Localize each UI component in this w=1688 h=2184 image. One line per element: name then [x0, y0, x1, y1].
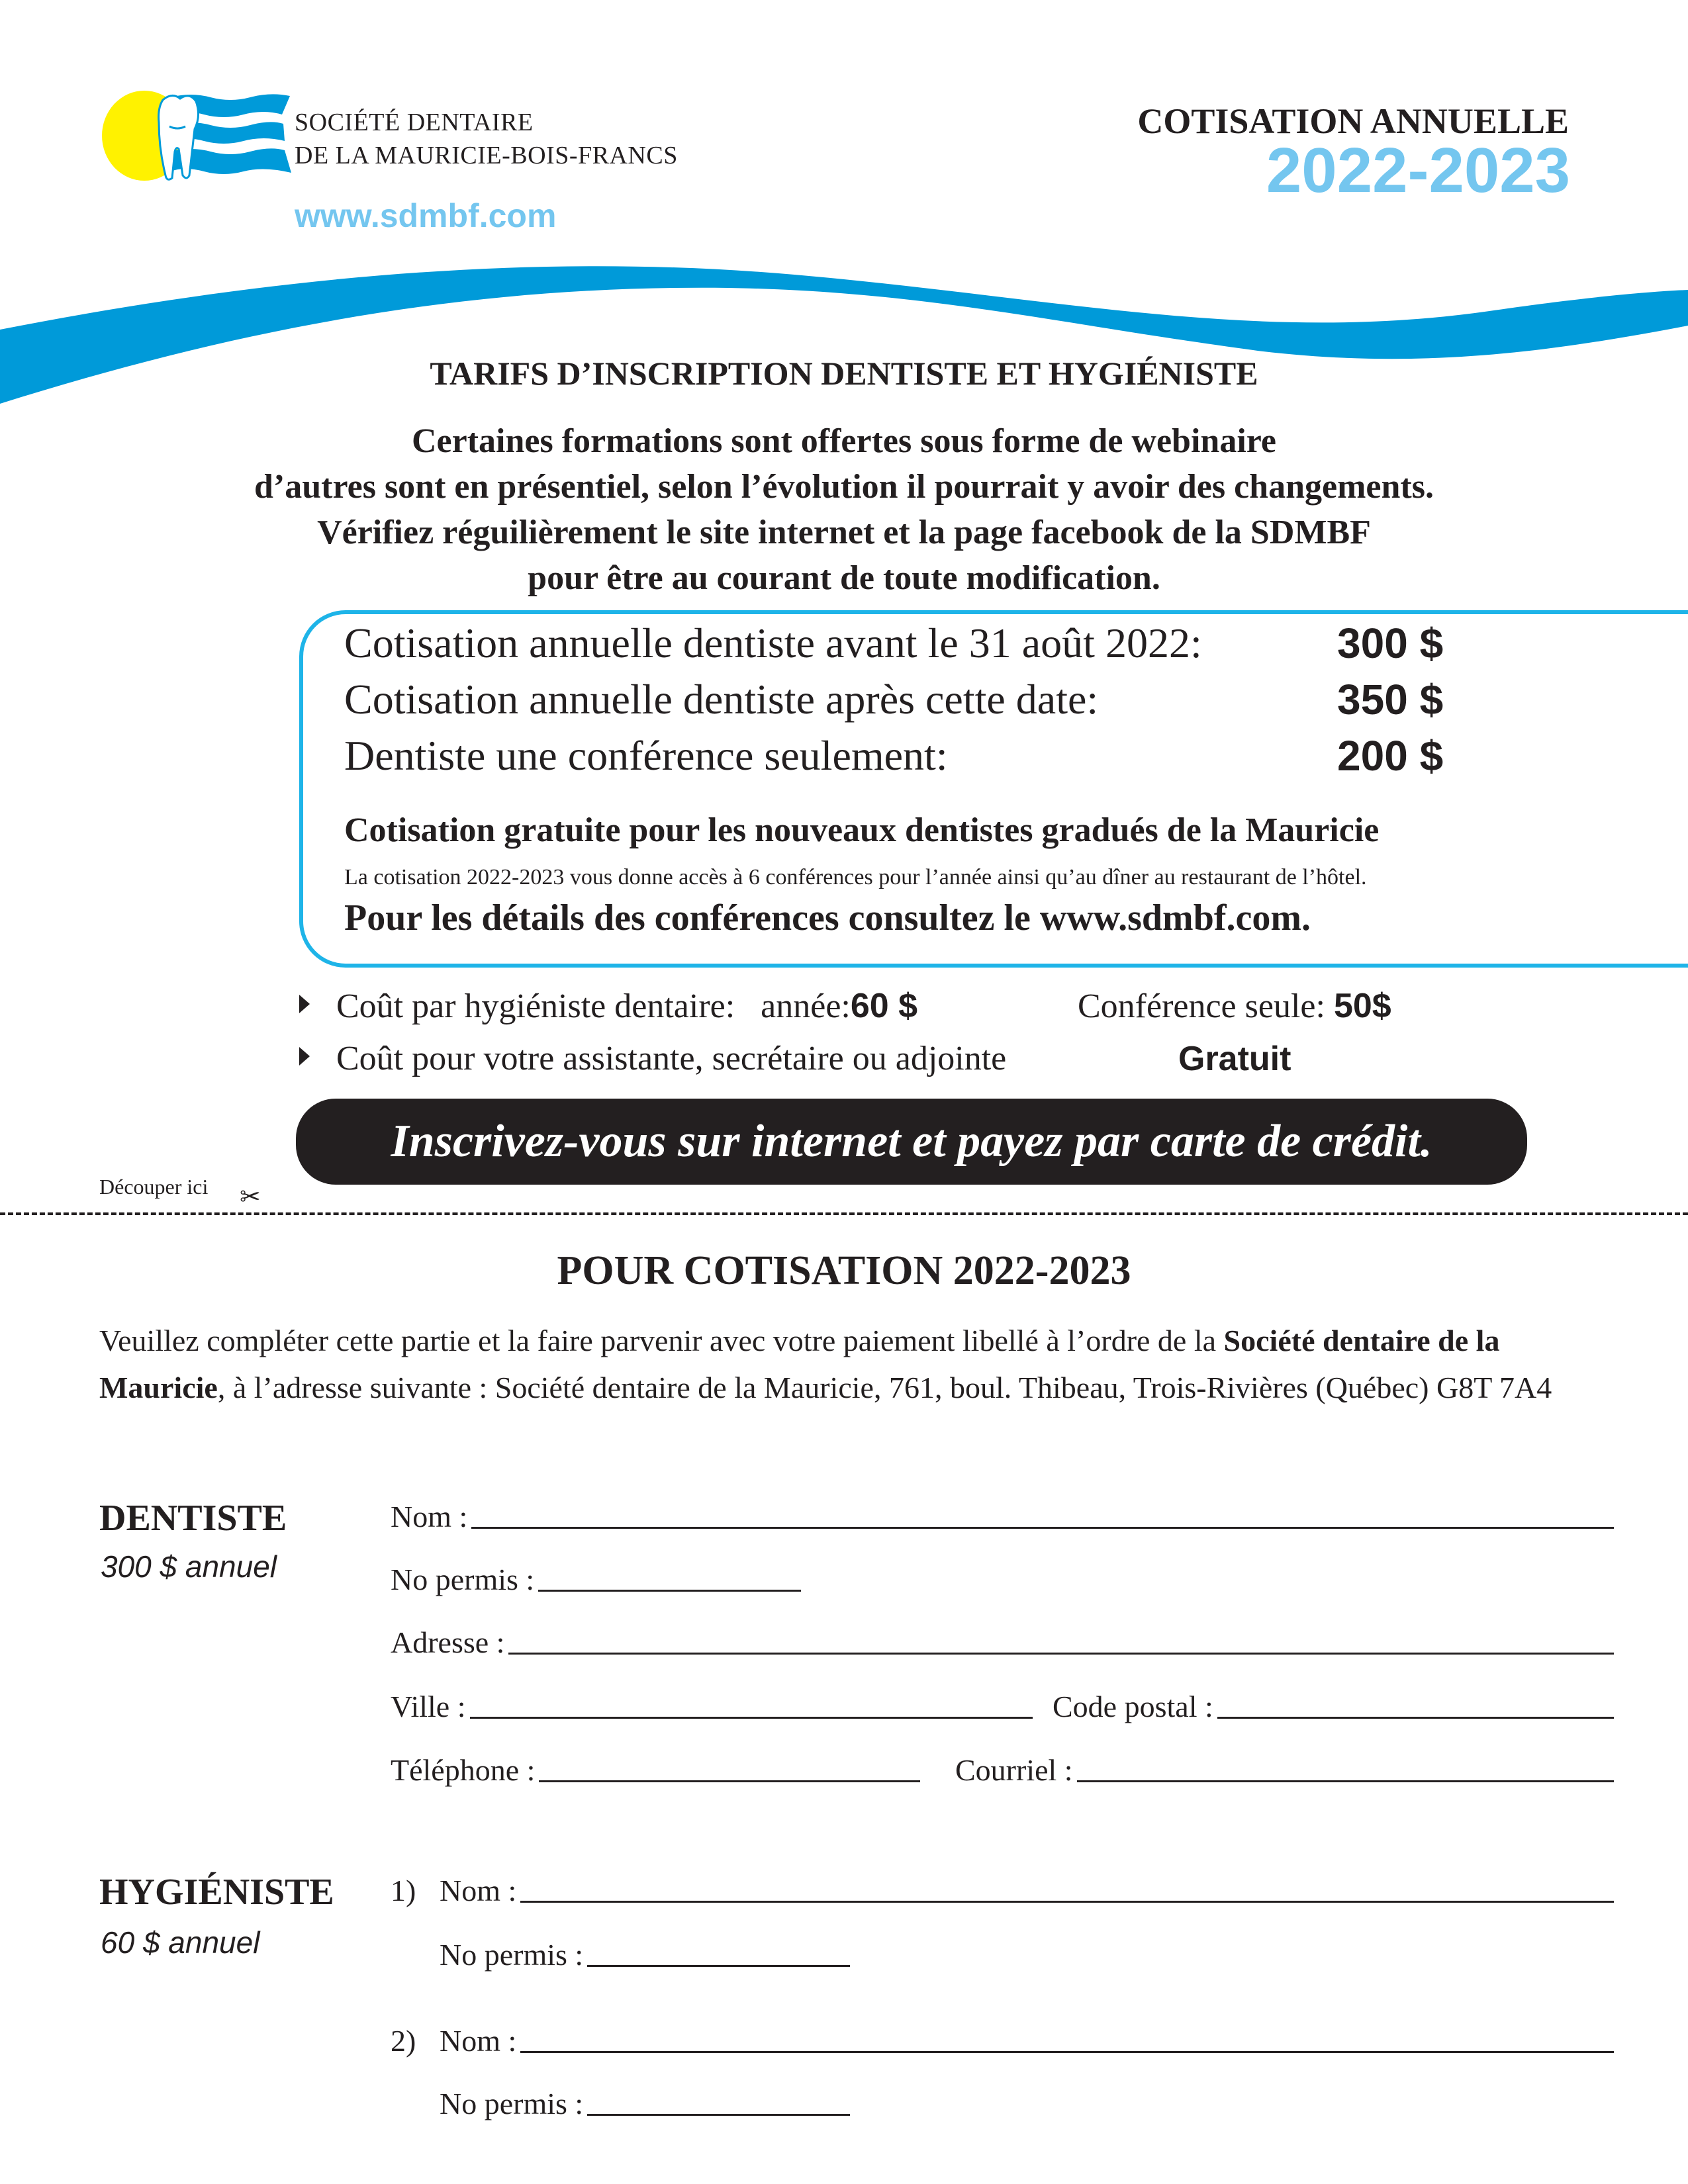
entry-number: 2): [391, 2024, 416, 2058]
dentist-postal-code-field[interactable]: [1053, 1689, 1614, 1724]
field-label: Téléphone :: [391, 1753, 536, 1787]
price-label: Cotisation annuelle dentiste avant le 31 août 2022:: [344, 619, 1202, 666]
hygienist-1-permit-field[interactable]: [440, 1937, 850, 1972]
dentist-permit-field[interactable]: [391, 1562, 801, 1597]
intro-line: Vérifiez réguilièrement le site internet et la page facebook de la SDMBF: [317, 514, 1371, 551]
field-label: Nom :: [440, 1874, 517, 1907]
payee-name: Société dentaire de la Mauricie: [99, 1324, 1500, 1404]
price-label: Dentiste une conférence seulement:: [344, 732, 948, 779]
price-value: 350 $: [1337, 676, 1444, 723]
instructions-address: , à l’adresse suivante : Société dentaire de la Mauricie, 761, boul. Thibeau, Trois-Rivières (Québec) G8T 7A4: [217, 1371, 1552, 1404]
instructions-text: Veuillez compléter cette partie et la faire parvenir avec votre paiement libellé à l’ordre de la: [99, 1324, 1224, 1357]
tooth-sun-waves-logo: [98, 83, 297, 189]
intro-line: d’autres sont en présentiel, selon l’évolution il pourrait y avoir des changements.: [254, 468, 1434, 506]
access-note: La cotisation 2022-2023 vous donne accès à 6 conférences pour l’année ainsi qu’au dîner au restaurant de l’hôtel.: [344, 865, 1367, 889]
price-label: Cotisation annuelle dentiste après cette date:: [344, 676, 1099, 723]
organization-name: [295, 106, 678, 172]
hygienist-2-permit-field[interactable]: [440, 2086, 850, 2121]
details-note: Pour les détails des conférences consultez le www.sdmbf.com.: [344, 897, 1311, 938]
name-input-line[interactable]: [520, 2051, 1614, 2053]
price-value: 200 $: [1337, 732, 1444, 780]
hygienist-section-price: 60 $ annuel: [101, 1925, 260, 1960]
permit-input-line[interactable]: [538, 1590, 801, 1592]
city-input-line[interactable]: [470, 1717, 1033, 1719]
bullet-value: Gratuit: [1178, 1040, 1291, 1078]
postal-code-input-line[interactable]: [1217, 1717, 1614, 1719]
permit-input-line[interactable]: [587, 1965, 850, 1967]
field-label: Adresse :: [391, 1625, 505, 1659]
cut-line: [0, 1212, 1688, 1215]
org-name-line2: DE LA MAURICIE-BOIS-FRANCS: [295, 142, 678, 169]
bullet-extra-value: 50$: [1333, 987, 1391, 1025]
bullet-label: Coût par hygiéniste dentaire:: [336, 987, 735, 1025]
entry-number: 1): [391, 1874, 416, 1907]
permit-input-line[interactable]: [587, 2114, 850, 2116]
address-input-line[interactable]: [508, 1653, 1614, 1655]
register-online-banner: Inscrivez-vous sur internet et payez par carte de crédit.: [296, 1099, 1527, 1185]
bullet-sub-label: année:: [761, 987, 851, 1025]
section-heading: TARIFS D’INSCRIPTION DENTISTE ET HYGIÉNISTE: [430, 355, 1258, 392]
phone-input-line[interactable]: [539, 1780, 920, 1782]
name-input-line[interactable]: [471, 1527, 1614, 1529]
dentist-section-title: DENTISTE: [99, 1498, 287, 1539]
email-input-line[interactable]: [1077, 1780, 1614, 1782]
bullet-sub-value: 60 $: [850, 987, 918, 1025]
intro-text: [0, 418, 1688, 601]
dentist-address-field[interactable]: [391, 1625, 1614, 1660]
dentist-city-field[interactable]: [391, 1689, 1033, 1724]
hygienist-2-name-field[interactable]: [440, 2023, 1614, 2058]
dentist-phone-field[interactable]: [391, 1752, 920, 1788]
document-title: COTISATION ANNUELLE: [1137, 101, 1569, 141]
scissors-icon: ✂: [240, 1183, 261, 1211]
field-label: Code postal :: [1053, 1690, 1213, 1723]
field-label: Nom :: [391, 1500, 468, 1533]
hygienist-section-title: HYGIÉNISTE: [99, 1872, 334, 1913]
free-membership-note: Cotisation gratuite pour les nouveaux dentistes gradués de la Mauricie: [344, 811, 1380, 849]
document-year: 2022-2023: [1266, 135, 1570, 206]
bullet-label: Coût pour votre assistante, secrétaire ou adjointe: [336, 1040, 1007, 1077]
cut-here-label: Découper ici: [99, 1175, 209, 1199]
triangle-bullet-icon: [299, 1047, 310, 1066]
intro-line: Certaines formations sont offertes sous forme de webinaire: [411, 422, 1277, 460]
bullet-conference-only: [1078, 986, 1391, 1026]
dentist-name-field[interactable]: [391, 1499, 1614, 1534]
field-label: Courriel :: [955, 1753, 1073, 1787]
field-label: No permis :: [391, 1563, 535, 1596]
field-label: No permis :: [440, 1938, 584, 1972]
bullet-extra-label: Conférence seule:: [1078, 987, 1325, 1025]
hygienist-1-name-field[interactable]: [440, 1873, 1614, 1908]
field-label: Ville :: [391, 1690, 466, 1723]
triangle-bullet-icon: [299, 995, 310, 1013]
website-link[interactable]: www.sdmbf.com: [295, 197, 557, 234]
name-input-line[interactable]: [520, 1901, 1614, 1903]
dentist-section-price: 300 $ annuel: [101, 1549, 277, 1584]
org-name-line1: SOCIÉTÉ DENTAIRE: [295, 109, 534, 136]
price-value: 300 $: [1337, 619, 1444, 667]
form-title: POUR COTISATION 2022-2023: [557, 1248, 1131, 1293]
bullet-assistant-cost: [299, 1039, 1006, 1078]
dentist-email-field[interactable]: [955, 1752, 1614, 1788]
form-instructions: [99, 1317, 1589, 1411]
intro-line: pour être au courant de toute modification.: [528, 559, 1160, 597]
field-label: Nom :: [440, 2024, 517, 2058]
field-label: No permis :: [440, 2087, 584, 2120]
bullet-hygienist-cost: [299, 986, 917, 1026]
